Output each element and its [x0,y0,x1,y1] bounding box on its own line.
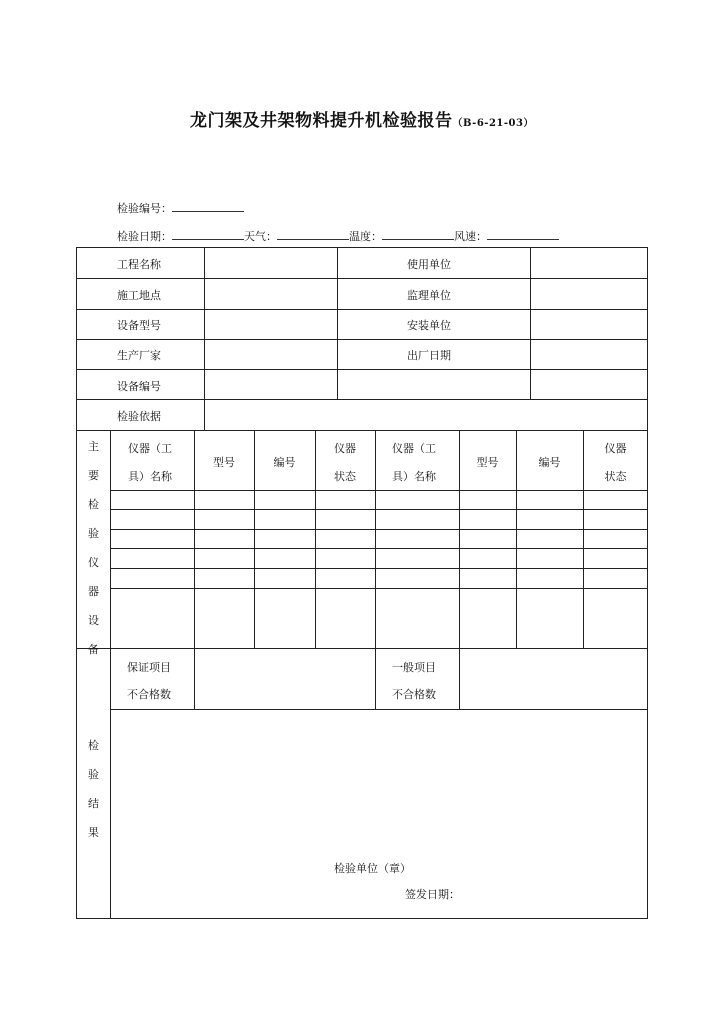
page-title [0,106,724,131]
instruments-side-label [77,432,110,664]
rule [375,648,376,709]
col-status-2a: 仪器 [604,442,627,455]
rule [76,399,648,400]
report-table [76,247,648,919]
col-status-1b: 状态 [334,470,356,483]
user-unit-label: 使用单位 [407,258,451,271]
basis-label: 检验依据 [117,410,161,423]
rule [110,529,648,530]
rule [76,278,648,279]
rule [110,430,111,919]
rule [583,430,584,648]
inspection-unit-stamp: 检验单位（章） [334,862,411,875]
rule [315,430,316,648]
col-number-1: 编号 [273,456,296,469]
wind-label: 风速： [454,230,487,243]
site-location-label: 施工地点 [117,289,161,302]
general-items-label: 一般项目 [392,661,436,674]
side-char: 验 [88,527,99,540]
side-char: 备 [88,643,99,656]
guarantee-items-label: 保证项目 [127,661,171,674]
side-char: 检 [88,739,99,752]
supervision-unit-label: 监理单位 [407,289,451,302]
col-name-2a: 仪器（工 [392,442,436,455]
rule [110,709,648,710]
manufacturer-label: 生产厂家 [117,349,161,362]
side-char: 果 [88,826,99,839]
guarantee-fail-label: 不合格数 [127,688,171,701]
col-status-1a: 仪器 [334,442,356,455]
wind-field[interactable] [487,229,559,240]
rule [110,490,648,491]
col-name-2b: 具）名称 [392,470,436,483]
rule [110,548,648,549]
rule [76,309,648,310]
col-status-2b: 状态 [604,470,627,483]
weather-label: 天气： [244,230,277,243]
results-side-label [77,731,110,847]
rule [110,509,648,510]
rule [530,247,531,399]
installation-unit-label: 安装单位 [407,319,451,332]
date-field[interactable] [172,229,244,240]
weather-field[interactable] [277,229,349,240]
rule [110,588,648,589]
project-name-label: 工程名称 [117,258,161,271]
date-label: 检验日期： [117,230,172,243]
general-fail-label: 不合格数 [392,688,436,701]
inspection-no-field[interactable] [172,201,244,212]
side-char: 主 [88,440,99,453]
rule [194,648,195,709]
inspection-date-row [117,228,559,244]
side-char: 结 [88,797,99,810]
temperature-label: 温度： [349,230,382,243]
side-char: 器 [88,585,99,598]
side-char: 检 [88,498,99,511]
side-char: 要 [88,469,99,482]
inspection-no-label: 检验编号： [117,202,172,215]
issue-date-label: 签发日期： [405,888,460,901]
rule [337,247,338,399]
col-model-2: 型号 [476,456,499,469]
title-text: 龙门架及井架物料提升机检验报告 [190,111,453,131]
rule [76,339,648,340]
rule [459,648,460,709]
rule [76,430,648,431]
temperature-field[interactable] [382,229,454,240]
rule [76,369,648,370]
side-char: 验 [88,768,99,781]
rule [375,430,376,648]
inspection-no-row [117,200,244,216]
col-number-2: 编号 [538,456,561,469]
col-model-1: 型号 [213,456,235,469]
side-char: 仪 [88,556,99,569]
equipment-no-label: 设备编号 [117,380,161,393]
rule [76,648,648,649]
factory-date-label: 出厂日期 [407,349,451,362]
side-char: 设 [88,614,99,627]
form-code: （B-6-21-03） [452,118,534,129]
rule [110,568,648,569]
rule [204,247,205,430]
col-name-1b: 具）名称 [128,470,172,483]
col-name-1a: 仪器（工 [128,442,172,455]
equipment-model-label: 设备型号 [117,319,161,332]
